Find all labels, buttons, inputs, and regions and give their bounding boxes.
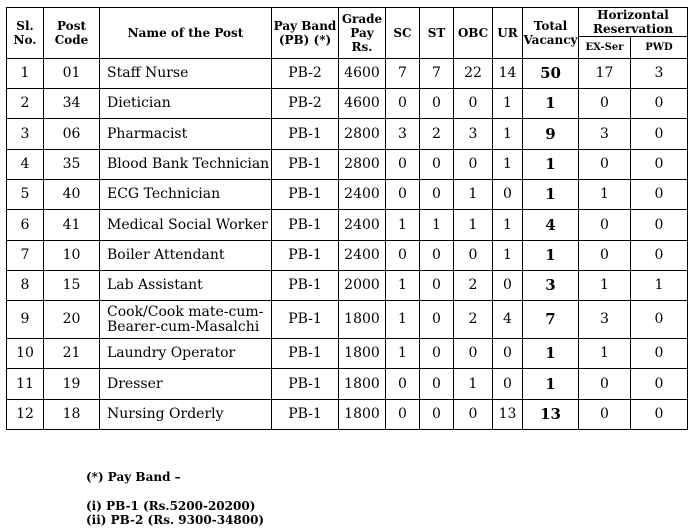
cell-st: 0	[420, 150, 454, 180]
cell-obc: 2	[454, 301, 493, 339]
cell-ur: 1	[493, 89, 523, 119]
cell-ex-ser: 0	[579, 89, 631, 119]
note-pb2: (ii) PB-2 (Rs. 9300-34800)	[86, 513, 265, 527]
header-grade-pay: Grade Pay Rs.	[339, 8, 386, 59]
cell-grade-pay: 1800	[339, 369, 386, 400]
cell-sl-no: 5	[7, 180, 44, 210]
cell-post-name: Nursing Orderly	[100, 400, 272, 430]
cell-pay-band: PB-1	[272, 301, 339, 339]
cell-pwd: 0	[631, 301, 688, 339]
cell-sl-no: 6	[7, 210, 44, 241]
cell-pay-band: PB-2	[272, 59, 339, 89]
header-st: ST	[420, 8, 454, 59]
cell-sc: 7	[386, 59, 420, 89]
cell-sc: 0	[386, 180, 420, 210]
cell-sc: 1	[386, 339, 420, 369]
cell-post-code: 21	[44, 339, 100, 369]
cell-pay-band: PB-1	[272, 119, 339, 150]
cell-obc: 1	[454, 210, 493, 241]
cell-post-code: 19	[44, 369, 100, 400]
cell-pwd: 0	[631, 339, 688, 369]
header-obc: OBC	[454, 8, 493, 59]
cell-st: 0	[420, 339, 454, 369]
header-ur: UR	[493, 8, 523, 59]
cell-grade-pay: 2400	[339, 180, 386, 210]
cell-grade-pay: 2800	[339, 119, 386, 150]
cell-total-vacancy: 1	[523, 180, 579, 210]
cell-sc: 1	[386, 301, 420, 339]
cell-obc: 0	[454, 89, 493, 119]
header-post-code: Post Code	[44, 8, 100, 59]
cell-total-vacancy: 1	[523, 241, 579, 271]
cell-ur: 4	[493, 301, 523, 339]
cell-sl-no: 7	[7, 241, 44, 271]
cell-total-vacancy: 4	[523, 210, 579, 241]
cell-sl-no: 11	[7, 369, 44, 400]
cell-ur: 13	[493, 400, 523, 430]
cell-post-code: 41	[44, 210, 100, 241]
cell-st: 2	[420, 119, 454, 150]
cell-sc: 0	[386, 241, 420, 271]
table-row	[7, 400, 688, 430]
pay-band-notes	[86, 470, 264, 527]
cell-ur: 1	[493, 210, 523, 241]
cell-grade-pay: 1800	[339, 400, 386, 430]
table-row	[7, 59, 688, 89]
cell-ur: 1	[493, 241, 523, 271]
cell-st: 0	[420, 400, 454, 430]
cell-post-name: Boiler Attendant	[100, 241, 272, 271]
table-row	[7, 119, 688, 150]
cell-total-vacancy: 7	[523, 301, 579, 339]
cell-ur: 0	[493, 180, 523, 210]
cell-sc: 0	[386, 369, 420, 400]
note-pb1: (i) PB-1 (Rs.5200-20200)	[86, 499, 256, 513]
cell-total-vacancy: 1	[523, 89, 579, 119]
cell-grade-pay: 1800	[339, 301, 386, 339]
cell-pay-band: PB-1	[272, 339, 339, 369]
table-row	[7, 210, 688, 241]
cell-sc: 1	[386, 271, 420, 301]
cell-st: 0	[420, 89, 454, 119]
cell-ex-ser: 0	[579, 400, 631, 430]
cell-grade-pay: 4600	[339, 59, 386, 89]
cell-pwd: 0	[631, 210, 688, 241]
cell-sl-no: 10	[7, 339, 44, 369]
cell-ur: 1	[493, 150, 523, 180]
cell-pwd: 0	[631, 241, 688, 271]
cell-post-code: 18	[44, 400, 100, 430]
cell-ex-ser: 3	[579, 119, 631, 150]
cell-sl-no: 1	[7, 59, 44, 89]
table-row	[7, 89, 688, 119]
cell-post-name: Lab Assistant	[100, 271, 272, 301]
cell-sl-no: 3	[7, 119, 44, 150]
cell-total-vacancy: 50	[523, 59, 579, 89]
cell-post-name: Pharmacist	[100, 119, 272, 150]
cell-pwd: 0	[631, 89, 688, 119]
notes-spacer	[86, 484, 264, 499]
cell-ex-ser: 0	[579, 369, 631, 400]
cell-ur: 1	[493, 119, 523, 150]
cell-obc: 1	[454, 180, 493, 210]
header-pwd: PWD	[631, 37, 688, 59]
cell-post-name: Dietician	[100, 89, 272, 119]
cell-post-name: Dresser	[100, 369, 272, 400]
cell-st: 0	[420, 369, 454, 400]
cell-total-vacancy: 1	[523, 339, 579, 369]
cell-ur: 0	[493, 369, 523, 400]
cell-grade-pay: 2800	[339, 150, 386, 180]
cell-post-code: 34	[44, 89, 100, 119]
table-row	[7, 180, 688, 210]
cell-ex-ser: 3	[579, 301, 631, 339]
cell-pwd: 3	[631, 59, 688, 89]
cell-sc: 0	[386, 150, 420, 180]
cell-post-code: 15	[44, 271, 100, 301]
cell-grade-pay: 2000	[339, 271, 386, 301]
cell-pay-band: PB-1	[272, 271, 339, 301]
cell-grade-pay: 2400	[339, 210, 386, 241]
cell-post-name: Blood Bank Technician	[100, 150, 272, 180]
cell-post-code: 01	[44, 59, 100, 89]
cell-obc: 0	[454, 241, 493, 271]
cell-pay-band: PB-2	[272, 89, 339, 119]
header-horizontal-reservation: Horizontal Reservation	[579, 8, 688, 37]
cell-pwd: 0	[631, 119, 688, 150]
cell-sc: 0	[386, 400, 420, 430]
cell-obc: 0	[454, 339, 493, 369]
cell-pay-band: PB-1	[272, 400, 339, 430]
header-sl-no: Sl. No.	[7, 8, 44, 59]
cell-pay-band: PB-1	[272, 241, 339, 271]
cell-obc: 3	[454, 119, 493, 150]
cell-ex-ser: 1	[579, 339, 631, 369]
cell-ur: 0	[493, 339, 523, 369]
cell-sc: 3	[386, 119, 420, 150]
cell-total-vacancy: 1	[523, 369, 579, 400]
table-row	[7, 339, 688, 369]
cell-pay-band: PB-1	[272, 369, 339, 400]
cell-post-code: 06	[44, 119, 100, 150]
cell-pwd: 0	[631, 369, 688, 400]
cell-st: 0	[420, 241, 454, 271]
cell-sc: 1	[386, 210, 420, 241]
cell-post-code: 40	[44, 180, 100, 210]
cell-grade-pay: 1800	[339, 339, 386, 369]
cell-total-vacancy: 13	[523, 400, 579, 430]
cell-obc: 0	[454, 150, 493, 180]
cell-post-name: Laundry Operator	[100, 339, 272, 369]
cell-st: 0	[420, 301, 454, 339]
cell-ex-ser: 0	[579, 210, 631, 241]
notes-title: (*) Pay Band –	[86, 470, 181, 484]
cell-pay-band: PB-1	[272, 150, 339, 180]
cell-ex-ser: 1	[579, 180, 631, 210]
cell-ur: 14	[493, 59, 523, 89]
cell-post-name: Cook/Cook mate-cum-Bearer-cum-Masalchi	[100, 301, 272, 339]
table-header-row	[7, 8, 688, 37]
cell-obc: 0	[454, 400, 493, 430]
cell-post-code: 20	[44, 301, 100, 339]
cell-st: 1	[420, 210, 454, 241]
cell-post-code: 35	[44, 150, 100, 180]
header-pay-band: Pay Band (PB) (*)	[272, 8, 339, 59]
header-sc: SC	[386, 8, 420, 59]
table-row	[7, 369, 688, 400]
cell-grade-pay: 4600	[339, 89, 386, 119]
cell-total-vacancy: 3	[523, 271, 579, 301]
cell-obc: 22	[454, 59, 493, 89]
cell-obc: 2	[454, 271, 493, 301]
cell-obc: 1	[454, 369, 493, 400]
header-total-vacancy: Total Vacancy	[523, 8, 579, 59]
table-row	[7, 271, 688, 301]
vacancy-table	[6, 7, 688, 430]
table-row	[7, 301, 688, 339]
header-ex-ser: EX-Ser	[579, 37, 631, 59]
cell-ex-ser: 0	[579, 150, 631, 180]
cell-pay-band: PB-1	[272, 210, 339, 241]
cell-sl-no: 12	[7, 400, 44, 430]
header-post-name: Name of the Post	[100, 8, 272, 59]
cell-pwd: 0	[631, 180, 688, 210]
cell-st: 0	[420, 271, 454, 301]
cell-ex-ser: 17	[579, 59, 631, 89]
cell-sl-no: 8	[7, 271, 44, 301]
cell-sl-no: 2	[7, 89, 44, 119]
cell-ur: 0	[493, 271, 523, 301]
cell-ex-ser: 1	[579, 271, 631, 301]
cell-st: 0	[420, 180, 454, 210]
cell-post-name: ECG Technician	[100, 180, 272, 210]
cell-st: 7	[420, 59, 454, 89]
cell-post-name: Staff Nurse	[100, 59, 272, 89]
table-row	[7, 150, 688, 180]
cell-total-vacancy: 1	[523, 150, 579, 180]
cell-total-vacancy: 9	[523, 119, 579, 150]
cell-post-code: 10	[44, 241, 100, 271]
cell-ex-ser: 0	[579, 241, 631, 271]
cell-pwd: 1	[631, 271, 688, 301]
cell-pwd: 0	[631, 400, 688, 430]
cell-sc: 0	[386, 89, 420, 119]
cell-pwd: 0	[631, 150, 688, 180]
cell-grade-pay: 2400	[339, 241, 386, 271]
cell-sl-no: 4	[7, 150, 44, 180]
cell-post-name: Medical Social Worker	[100, 210, 272, 241]
table-row	[7, 241, 688, 271]
cell-pay-band: PB-1	[272, 180, 339, 210]
cell-sl-no: 9	[7, 301, 44, 339]
